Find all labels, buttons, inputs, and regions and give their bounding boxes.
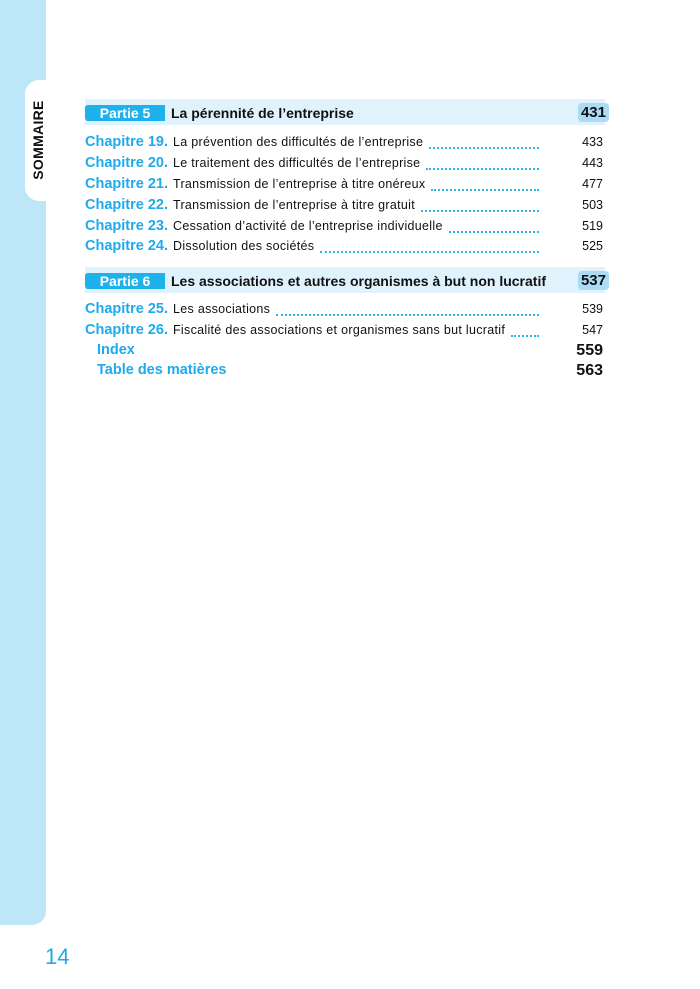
chapter-title: Les associations: [173, 302, 271, 316]
chapter-page: 433: [582, 135, 603, 149]
entry-page: 563: [576, 362, 603, 379]
chapter-page: 525: [582, 239, 603, 253]
chapter-page: 539: [582, 302, 603, 316]
chapter-label: Chapitre 24.: [85, 238, 168, 254]
chapter-label: Chapitre 23.: [85, 218, 168, 234]
toc-chapter-row[interactable]: [85, 134, 603, 154]
part-header: [85, 99, 605, 125]
part-title: Les associations et autres organismes à but non lucratif: [171, 273, 546, 289]
dot-leader: [449, 231, 539, 233]
chapter-title: Cessation d’activité de l’entreprise individuelle: [173, 219, 443, 233]
part-title: La pérennité de l’entreprise: [171, 105, 354, 121]
toc-entry-table[interactable]: [97, 362, 603, 380]
part-label: Partie 6: [85, 273, 165, 289]
chapter-title: La prévention des difficultés de l’entreprise: [173, 135, 424, 149]
chapter-page: 503: [582, 198, 603, 212]
toc-chapter-row[interactable]: [85, 322, 603, 342]
toc-chapter-row[interactable]: [85, 238, 603, 258]
chapter-page: 477: [582, 177, 603, 191]
toc-chapter-row[interactable]: [85, 176, 603, 196]
sidebar-label: SOMMAIRE: [30, 100, 46, 180]
toc-entry-index[interactable]: [97, 342, 603, 360]
entry-page: 559: [576, 342, 603, 359]
part-label: Partie 5: [85, 105, 165, 121]
dot-leader: [426, 168, 539, 170]
dot-leader: [431, 189, 539, 191]
chapter-label: Chapitre 20.: [85, 155, 168, 171]
page-number: 14: [45, 944, 70, 969]
entry-label: Index: [97, 342, 135, 358]
toc-chapter-row[interactable]: [85, 155, 603, 175]
chapter-page: 519: [582, 219, 603, 233]
part-header: [85, 267, 605, 293]
dot-leader: [511, 335, 539, 337]
chapter-label: Chapitre 21.: [85, 176, 168, 192]
chapter-title: Le traitement des difficultés de l’entreprise: [173, 156, 421, 170]
chapter-label: Chapitre 26.: [85, 322, 168, 338]
chapter-title: Fiscalité des associations et organismes sans but lucratif: [173, 323, 506, 337]
chapter-title: Dissolution des sociétés: [173, 239, 315, 253]
dot-leader: [320, 251, 539, 253]
entry-label: Table des matières: [97, 362, 227, 378]
dot-leader: [429, 147, 539, 149]
chapter-label: Chapitre 22.: [85, 197, 168, 213]
chapter-title: Transmission de l’entreprise à titre gratuit: [173, 198, 415, 212]
chapter-label: Chapitre 25.: [85, 301, 168, 317]
chapter-title: Transmission de l’entreprise à titre onéreux: [173, 177, 426, 191]
part-page: 431: [578, 103, 609, 122]
part-page: 537: [578, 271, 609, 290]
toc-chapter-row[interactable]: [85, 301, 603, 321]
chapter-page: 443: [582, 156, 603, 170]
dot-leader: [421, 210, 539, 212]
toc-chapter-row[interactable]: [85, 218, 603, 238]
toc-chapter-row[interactable]: [85, 197, 603, 217]
chapter-page: 547: [582, 323, 603, 337]
chapter-label: Chapitre 19.: [85, 134, 168, 150]
dot-leader: [276, 314, 539, 316]
